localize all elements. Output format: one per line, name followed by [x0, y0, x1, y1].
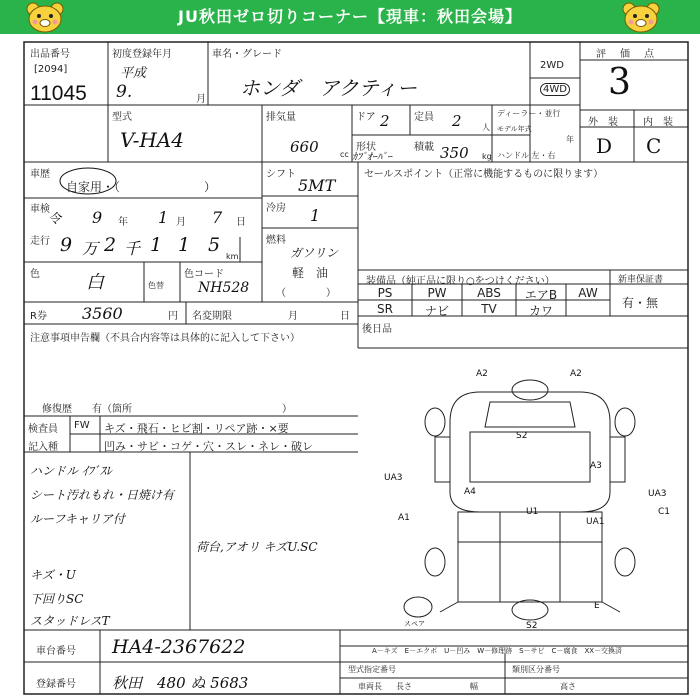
transmission-value: 5MT — [298, 176, 336, 195]
model-year-unit: 年 — [566, 135, 574, 144]
rating-label: 評 価 点 — [596, 49, 656, 60]
repair-history: 修復歴 有（箇所 ） — [42, 404, 292, 415]
damage-mark-a2-left: A2 — [476, 369, 488, 379]
damage-mark-a2-right: A2 — [570, 369, 582, 379]
remark-line: ハンドル ｲﾌﾞｽﾚ — [30, 464, 112, 478]
load-unit: kg — [482, 152, 492, 161]
check-row-1: キズ・飛石・ヒビ割・リペア跡・×要 — [104, 422, 289, 435]
chassis-label: 車台番号 — [36, 646, 76, 657]
equipment-item: SR — [377, 302, 393, 316]
car-name: ホンダ アクティー — [240, 76, 417, 100]
mileage-digit: 2 — [104, 234, 117, 256]
remark-line: スタッドレスT — [30, 614, 110, 628]
lot-label: 出品番号 — [30, 49, 70, 60]
inspection-year-unit: 年 — [118, 217, 128, 228]
chassis-value: HA4-2367622 — [112, 636, 246, 658]
damage-mark-a3: A3 — [590, 461, 602, 471]
dealer-label: ディーラー・並行 — [497, 109, 561, 118]
load-label: 積載 — [414, 142, 434, 153]
lot-number: 11045 — [30, 82, 87, 105]
remark-line: ルーフキャリア付 — [30, 512, 125, 526]
mileage-digit: 5 — [208, 234, 221, 256]
mileage-digit: 9 — [60, 234, 73, 256]
remark-line: 下回りSC — [30, 592, 84, 606]
color-code-value: NH528 — [198, 280, 250, 296]
capacity-label: 定員 — [414, 112, 434, 123]
damage-mark-ua3-left: UA3 — [384, 473, 403, 483]
fw-label: FW — [74, 420, 90, 431]
doors-value: 2 — [380, 112, 390, 130]
plate-label: 登録番号 — [36, 679, 76, 690]
model-label: 型式 — [112, 112, 132, 123]
damage-mark-c1: C1 — [658, 507, 671, 517]
sales-point-label: セールスポイント（正常に機能するものに限ります） — [364, 169, 604, 180]
inspection-month-unit: 月 — [176, 217, 186, 228]
capacity-unit: 人 — [482, 123, 490, 132]
inspection-era: 令 — [48, 212, 62, 227]
height-field: 高さ — [560, 682, 576, 691]
capacity-value: 2 — [452, 112, 462, 130]
name-change-month: 月 — [288, 311, 298, 322]
usage-circle-mark — [58, 166, 118, 196]
color-value: 白 — [86, 272, 104, 293]
width-field: 幅 — [470, 682, 478, 691]
length-field: 長さ — [396, 682, 412, 691]
recycle-label: R券 — [30, 311, 47, 322]
equipment-item: カワ — [528, 304, 553, 318]
fuel-alt: 軽 油 — [292, 266, 329, 280]
class-number-label: 類別区分番号 — [512, 665, 560, 674]
shape-value: ｶﾌﾞｵｰﾊﾞｰ — [352, 152, 392, 163]
equipment-item: ナビ — [424, 304, 449, 318]
entry-type-label: 記入種 — [28, 442, 58, 453]
displacement-label: 排気量 — [266, 112, 296, 123]
car-damage-diagram — [380, 362, 680, 632]
guarantee-value: 有・無 — [622, 296, 659, 310]
car-name-label: 車名・グレード — [212, 49, 282, 60]
rating-score: 3 — [608, 62, 631, 103]
lot-code: [2094] — [34, 64, 68, 75]
mileage-unit: km — [226, 252, 239, 261]
mileage-digit: 万 — [82, 239, 99, 258]
inspection-year: 9 — [92, 208, 103, 227]
color-code-label: 色コード — [184, 269, 224, 280]
damage-mark-s2: S2 — [516, 431, 528, 441]
equipment-item: TV — [481, 302, 497, 316]
page-title: JU秋田ゼロ切りコーナー【現車：秋田会場】 — [178, 7, 522, 26]
drive-2wd: 2WD — [540, 60, 564, 71]
doors-label: ドア — [356, 112, 376, 123]
inspection-day: 7 — [212, 208, 223, 227]
usage-label: 車歴 — [30, 169, 50, 180]
remark-line: キズ・U — [30, 568, 76, 582]
guarantee-label: 新車保証書 — [618, 275, 664, 285]
mileage-digit: 千 — [124, 239, 141, 258]
recycle-value: 3560 — [82, 304, 123, 323]
color-change-label: 色替 — [148, 281, 164, 290]
length-label: 車両長 — [358, 682, 382, 691]
displacement-value: 660 — [290, 138, 319, 156]
notes-label: 注意事項申告欄（不具合内容等は具体的に記入して下さい） — [30, 333, 300, 344]
mileage-label: 走行 — [30, 236, 50, 247]
remark-line: シート汚れもれ・日焼け有 — [30, 488, 175, 502]
equipment-label: 装備品（純正品に限り○をつけください） — [366, 276, 555, 287]
drive-4wd: 4WD — [540, 83, 570, 96]
exterior-label: 外 装 — [588, 117, 618, 128]
name-change-day: 日 — [340, 311, 350, 322]
damage-mark-s2-rear: S2 — [526, 621, 538, 631]
handle-label: ハンドル 左・右 — [497, 151, 556, 160]
displacement-unit: cc — [340, 150, 349, 159]
damage-mark-e: E — [594, 601, 600, 611]
mileage-digit: 1 — [178, 234, 191, 256]
damage-legend: A－キズ E－エクボ U－凹み W－修理跡 S－サビ C－腐食 XX－交換済 — [372, 647, 623, 655]
damage-mark-ua1: UA1 — [586, 517, 605, 527]
inspection-day-unit: 日 — [236, 217, 246, 228]
equipment-item: ABS — [477, 286, 501, 300]
recycle-unit: 円 — [168, 311, 178, 322]
interior-label: 内 装 — [643, 117, 673, 128]
damage-mark-u1: U1 — [526, 507, 539, 517]
color-label: 色 — [30, 269, 40, 280]
ac-label: 冷房 — [266, 203, 286, 214]
spare-label: スペア — [404, 620, 425, 628]
name-change-label: 名変期限 — [192, 311, 232, 322]
registration-year: 9. — [116, 82, 133, 102]
equipment-item: PS — [377, 286, 393, 300]
spec-number-label: 型式指定番号 — [348, 665, 396, 674]
inspection-month: 1 — [158, 208, 169, 227]
damage-mark-a1: A1 — [398, 513, 410, 523]
exterior-grade: D — [596, 134, 613, 158]
damage-mark-ua3-right: UA3 — [648, 489, 667, 499]
usage-value: 自家用・（ ） — [66, 180, 217, 194]
damage-mark-a4: A4 — [464, 487, 476, 497]
fuel-paren: （ ） — [276, 288, 336, 299]
registration-label: 初度登録年月 — [112, 49, 172, 60]
ac-value: 1 — [310, 206, 321, 225]
remark-line: 荷台,アオリ キズU.SC — [196, 540, 318, 554]
inspector-label: 検査員 — [28, 424, 58, 435]
inspection-label: 車検 — [30, 204, 50, 215]
mileage-digit: 1 — [150, 234, 163, 256]
interior-grade: C — [646, 134, 662, 158]
equipment-item: PW — [427, 286, 447, 300]
equipment-item: エアB — [524, 288, 558, 302]
equipment-item: AW — [578, 286, 598, 300]
rear-seat-label: 後日品 — [362, 324, 392, 335]
model-year-label: モデル年式 — [497, 125, 532, 133]
registration-month-unit: 月 — [196, 94, 206, 105]
shape-label: 形状 — [356, 142, 376, 153]
check-row-2: 凹み・サビ・コゲ・穴・スレ・ネレ・破レ — [104, 440, 313, 453]
load-value: 350 — [440, 144, 469, 162]
fuel-label: 燃料 — [266, 235, 286, 246]
plate-value: 秋田 480 ぬ 5683 — [112, 674, 249, 692]
model-value: V-HA4 — [120, 128, 184, 152]
transmission-label: シフト — [266, 169, 296, 180]
registration-era: 平成 — [120, 66, 147, 81]
fuel-value: ガソリン — [290, 246, 339, 260]
